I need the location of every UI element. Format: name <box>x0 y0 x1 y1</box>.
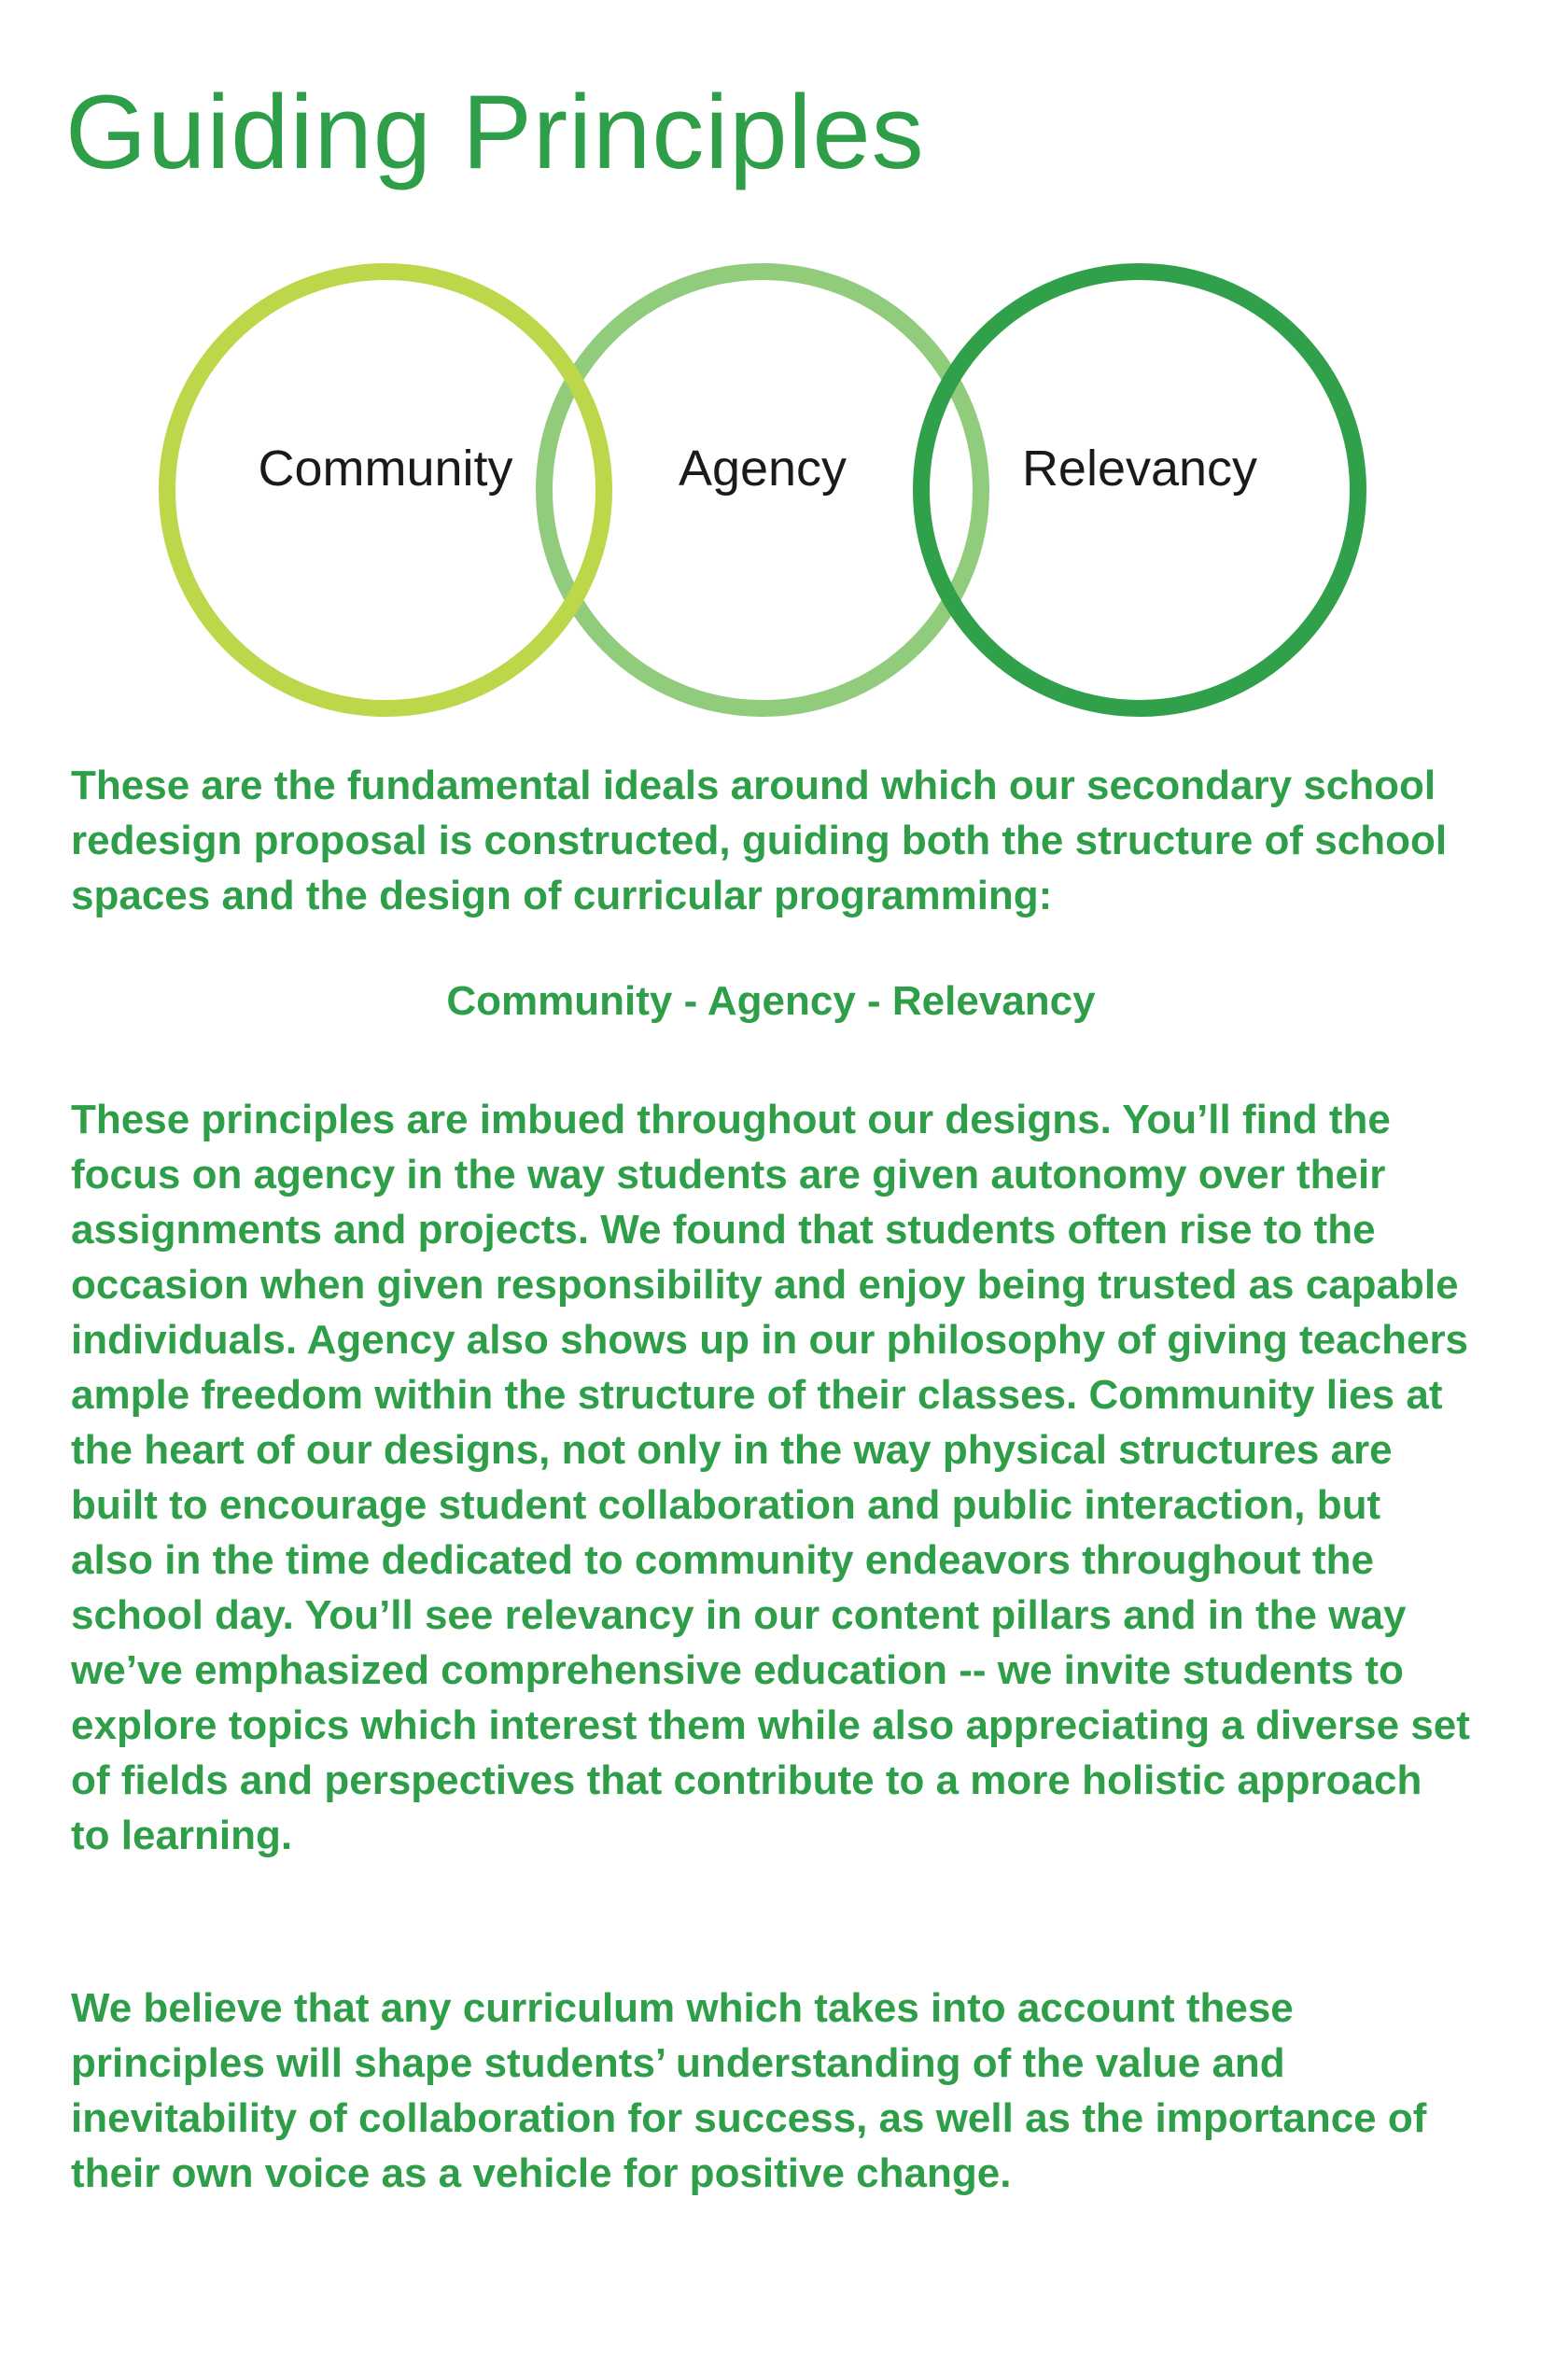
belief-paragraph: We believe that any curriculum which takes into account these principles will shape students’ understanding of the value and inevitability of collaboration for success, as well as the importance of their own voice as a vehicle for positive change. <box>71 1985 1427 2196</box>
principles-triad: Community - Agency - Relevancy <box>446 978 1096 1024</box>
agency-label: Agency <box>678 441 848 497</box>
page-title: Guiding Principles <box>65 74 925 190</box>
relevancy-label: Relevancy <box>1021 441 1258 497</box>
intro-paragraph: These are the fundamental ideals around which our secondary school redesign proposal is constructed, guiding both the structure of school spaces and the design of curricular programming: <box>71 763 1448 918</box>
community-label: Community <box>258 441 513 497</box>
principles-paragraph: These principles are imbued throughout our designs. You’ll find the focus on agency in the way students are given autonomy over their assignments and projects. We found that students often rise to the occasion when given responsibility and enjoy being trusted as capable individuals. Agency also shows up in our philosophy of giving teachers ample freedom within the structure of their classes. Community lies at the heart of our designs, not only in the way physical structures are built to encourage student collaboration and public interaction, but also in the time dedicated to community endeavors throughout the school day. You’ll see relevancy in our content pillars and in the way we’ve emphasized comprehensive education -- we invite students to explore topics which interest them while also appreciating a diverse set of fields and perspectives that contribute to a more holistic approach to learning. <box>71 1097 1470 1858</box>
principles-venn-diagram <box>159 252 1372 719</box>
